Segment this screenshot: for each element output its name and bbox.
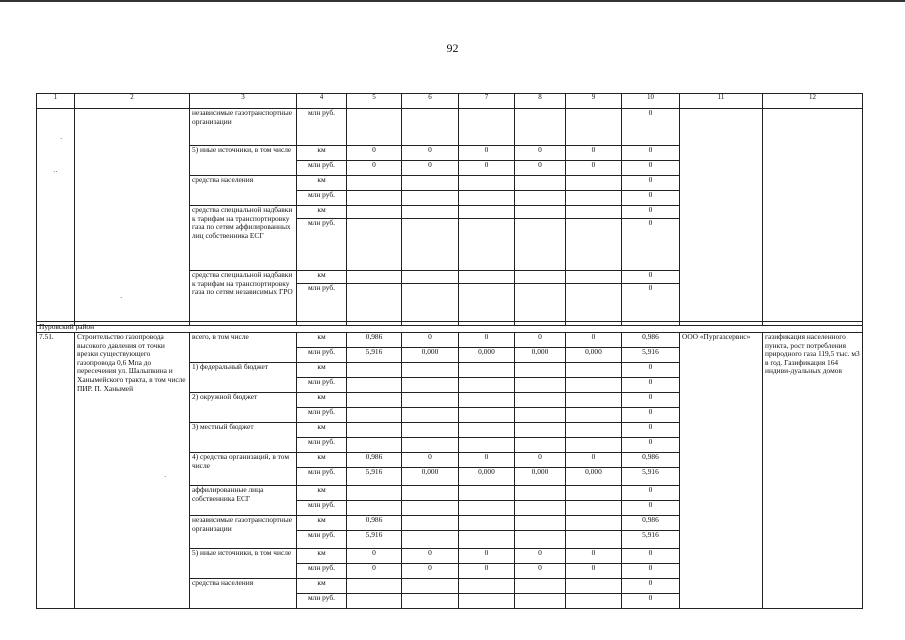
value-cell: 0 <box>459 549 515 564</box>
empty-cell <box>402 109 459 146</box>
value-cell: 0,986 <box>347 516 402 531</box>
empty-cell <box>515 219 566 271</box>
empty-cell <box>515 271 566 284</box>
empty-cell <box>402 408 459 423</box>
empty-cell <box>459 176 515 191</box>
value-cell: 0,000 <box>566 468 622 486</box>
investment-table-lower <box>36 321 863 609</box>
source-label: независимые газотранспортные организации <box>190 109 297 146</box>
value-cell: 0,000 <box>515 468 566 486</box>
empty-cell <box>515 594 566 609</box>
value-cell: 0 <box>566 549 622 564</box>
value-cell: 5,916 <box>347 348 402 363</box>
empty-cell <box>402 191 459 206</box>
unit-cell: км <box>297 393 347 408</box>
source-label: 5) иные источники, в том числе <box>190 146 297 176</box>
col-header: 1 <box>37 94 75 109</box>
unit-cell: км <box>297 146 347 161</box>
unit-cell: км <box>297 176 347 191</box>
value-cell: 0 <box>622 161 680 176</box>
empty-cell <box>566 284 622 326</box>
col-header: 8 <box>515 94 566 109</box>
empty-cell <box>515 516 566 531</box>
col-header: 2 <box>75 94 190 109</box>
value-cell: 0 <box>622 363 680 378</box>
value-cell: 5,916 <box>622 531 680 549</box>
empty-cell <box>566 486 622 501</box>
empty-cell <box>566 206 622 219</box>
value-cell: 0 <box>622 501 680 516</box>
source-label: 3) местный бюджет <box>190 423 297 453</box>
source-label: средства специальной надбавки к тарифам на транспортировку газа по сетям независимых ГРО <box>190 271 297 326</box>
executor: ООО «Пургазсервис» <box>680 333 763 609</box>
value-cell: 0 <box>622 579 680 594</box>
source-label: независимые газотранспортные организации <box>190 516 297 549</box>
source-label: средства населения <box>190 176 297 206</box>
col-header: 6 <box>402 94 459 109</box>
empty-cell <box>347 191 402 206</box>
source-label: всего, в том числе <box>190 333 297 363</box>
empty-cell <box>459 191 515 206</box>
empty-cell <box>402 486 459 501</box>
empty-cell <box>566 219 622 271</box>
value-cell: 0 <box>622 109 680 146</box>
empty-cell <box>566 516 622 531</box>
empty-cell <box>347 206 402 219</box>
unit-cell: км <box>297 486 347 501</box>
empty-cell <box>566 438 622 453</box>
empty-cell <box>347 176 402 191</box>
unit-cell: км <box>297 579 347 594</box>
empty-cell <box>347 423 402 438</box>
unit-cell: км <box>297 549 347 564</box>
empty-cell <box>75 109 190 326</box>
empty-cell <box>402 393 459 408</box>
empty-cell <box>402 176 459 191</box>
investment-table <box>36 93 863 326</box>
empty-cell <box>402 219 459 271</box>
empty-cell <box>459 271 515 284</box>
value-cell: 0 <box>622 284 680 326</box>
value-cell: 0 <box>622 564 680 579</box>
value-cell: 0,986 <box>622 453 680 468</box>
empty-cell <box>402 579 459 594</box>
value-cell: 0 <box>515 333 566 348</box>
value-cell: 0,000 <box>459 348 515 363</box>
unit-cell: млн руб. <box>297 378 347 393</box>
empty-cell <box>515 284 566 326</box>
empty-cell <box>515 438 566 453</box>
source-label: 2) окружной бюджет <box>190 393 297 423</box>
value-cell: 0,000 <box>566 348 622 363</box>
empty-cell <box>459 363 515 378</box>
value-cell: 0 <box>622 206 680 219</box>
value-cell: 0,000 <box>402 348 459 363</box>
col-header: 11 <box>680 94 763 109</box>
unit-cell: км <box>297 363 347 378</box>
empty-cell <box>566 501 622 516</box>
unit-cell: млн руб. <box>297 219 347 271</box>
empty-cell <box>347 501 402 516</box>
source-label: средства населения <box>190 579 297 609</box>
empty-cell <box>515 191 566 206</box>
empty-cell <box>566 393 622 408</box>
empty-cell <box>347 486 402 501</box>
empty-cell <box>459 516 515 531</box>
value-cell: 0 <box>459 161 515 176</box>
expected-effect: газификация населенного пункта, рост потребления природного газа 119,5 тыс. м3 в год. Газификация 164 индиви-дуальных домов <box>763 333 863 609</box>
unit-cell: км <box>297 206 347 219</box>
empty-cell <box>515 423 566 438</box>
value-cell: 0 <box>566 333 622 348</box>
value-cell: 0 <box>622 378 680 393</box>
project-name: Строительство газопровода высокого давления от точки врезки существующего газопровода 0,6 Мпа до пересечения ул. Шалыпкина и Ханымейского тракта, в том числе ПИР. П. Ханымей <box>75 333 190 609</box>
unit-cell: млн руб. <box>297 408 347 423</box>
col-header: 12 <box>763 94 863 109</box>
value-cell: 0,986 <box>347 453 402 468</box>
source-label: 4) средства организаций, в том числе <box>190 453 297 486</box>
empty-cell <box>459 501 515 516</box>
empty-cell <box>515 486 566 501</box>
empty-cell <box>515 408 566 423</box>
value-cell: 0 <box>566 564 622 579</box>
empty-cell <box>566 594 622 609</box>
source-label: 1) федеральный бюджет <box>190 363 297 393</box>
empty-cell <box>566 408 622 423</box>
empty-cell <box>459 206 515 219</box>
value-cell: 0 <box>515 161 566 176</box>
empty-cell <box>515 378 566 393</box>
value-cell: 0 <box>566 146 622 161</box>
unit-cell: млн руб. <box>297 564 347 579</box>
value-cell: 0 <box>622 549 680 564</box>
unit-cell: млн руб. <box>297 468 347 486</box>
value-cell: 0 <box>459 453 515 468</box>
empty-cell <box>347 363 402 378</box>
page-number: 92 <box>446 41 459 55</box>
unit-cell: млн руб. <box>297 438 347 453</box>
value-cell: 0,000 <box>402 468 459 486</box>
scan-dot: ·· <box>53 168 58 176</box>
empty-cell <box>347 378 402 393</box>
empty-cell <box>566 109 622 146</box>
value-cell: 0 <box>459 564 515 579</box>
empty-cell <box>459 438 515 453</box>
value-cell: 0,986 <box>622 516 680 531</box>
unit-cell: млн руб. <box>297 191 347 206</box>
empty-cell <box>566 531 622 549</box>
empty-cell <box>402 363 459 378</box>
value-cell: 0 <box>566 453 622 468</box>
empty-cell <box>459 423 515 438</box>
empty-cell <box>402 501 459 516</box>
column-number-row <box>37 94 863 109</box>
empty-cell <box>459 531 515 549</box>
unit-cell: км <box>297 516 347 531</box>
empty-cell <box>459 486 515 501</box>
value-cell: 5,916 <box>347 531 402 549</box>
empty-cell <box>347 109 402 146</box>
value-cell: 0 <box>622 271 680 284</box>
top-border-line <box>0 0 905 2</box>
unit-cell: км <box>297 453 347 468</box>
empty-cell <box>680 109 763 326</box>
unit-cell: км <box>297 333 347 348</box>
col-header: 3 <box>190 94 297 109</box>
value-cell: 0 <box>402 549 459 564</box>
value-cell: 0,986 <box>622 333 680 348</box>
value-cell: 0 <box>402 161 459 176</box>
value-cell: 0,000 <box>459 468 515 486</box>
value-cell: 0 <box>622 219 680 271</box>
value-cell: 0 <box>515 146 566 161</box>
value-cell: 0,000 <box>515 348 566 363</box>
empty-cell <box>347 594 402 609</box>
value-cell: 0 <box>515 564 566 579</box>
empty-cell <box>347 408 402 423</box>
scan-dot: · <box>164 473 167 481</box>
value-cell: 5,916 <box>622 348 680 363</box>
value-cell: 5,916 <box>622 468 680 486</box>
table-row <box>37 109 863 146</box>
value-cell: 0 <box>459 146 515 161</box>
empty-cell <box>459 219 515 271</box>
col-header: 10 <box>622 94 680 109</box>
empty-cell <box>347 219 402 271</box>
table-row <box>37 333 863 348</box>
empty-cell <box>459 393 515 408</box>
empty-cell <box>402 516 459 531</box>
value-cell: 0 <box>347 161 402 176</box>
empty-cell <box>459 594 515 609</box>
empty-cell <box>459 579 515 594</box>
unit-cell: млн руб. <box>297 284 347 326</box>
region-title: Пуровский район <box>37 322 863 333</box>
empty-cell <box>515 531 566 549</box>
empty-cell <box>515 176 566 191</box>
value-cell: 0 <box>459 333 515 348</box>
source-label: аффилированные лица собственника ЕСГ <box>190 486 297 516</box>
value-cell: 0 <box>402 453 459 468</box>
value-cell: 0 <box>566 161 622 176</box>
col-header: 5 <box>347 94 402 109</box>
empty-cell <box>566 176 622 191</box>
value-cell: 0 <box>402 146 459 161</box>
value-cell: 0 <box>622 423 680 438</box>
empty-cell <box>347 393 402 408</box>
value-cell: 0 <box>515 549 566 564</box>
value-cell: 0 <box>347 564 402 579</box>
value-cell: 0 <box>347 549 402 564</box>
empty-cell <box>37 109 75 326</box>
empty-cell <box>515 363 566 378</box>
value-cell: 5,916 <box>347 468 402 486</box>
empty-cell <box>515 579 566 594</box>
empty-cell <box>347 271 402 284</box>
empty-cell <box>459 109 515 146</box>
value-cell: 0 <box>622 191 680 206</box>
empty-cell <box>459 408 515 423</box>
source-label: средства специальной надбавки к тарифам на транспортировку газа по сетям аффилированных лиц собственника ЕСГ <box>190 206 297 271</box>
empty-cell <box>402 594 459 609</box>
empty-cell <box>566 363 622 378</box>
empty-cell <box>347 438 402 453</box>
unit-cell: км <box>297 271 347 284</box>
col-header: 4 <box>297 94 347 109</box>
region-row <box>37 322 863 333</box>
empty-cell <box>402 284 459 326</box>
empty-cell <box>459 378 515 393</box>
empty-cell <box>402 378 459 393</box>
value-cell: 0 <box>622 146 680 161</box>
value-cell: 0 <box>622 393 680 408</box>
unit-cell: млн руб. <box>297 531 347 549</box>
empty-cell <box>347 579 402 594</box>
empty-cell <box>566 579 622 594</box>
col-header: 7 <box>459 94 515 109</box>
empty-cell <box>459 284 515 326</box>
col-header: 9 <box>566 94 622 109</box>
value-cell: 0 <box>622 408 680 423</box>
empty-cell <box>515 501 566 516</box>
empty-cell <box>402 206 459 219</box>
value-cell: 0 <box>347 146 402 161</box>
empty-cell <box>566 271 622 284</box>
value-cell: 0 <box>622 176 680 191</box>
empty-cell <box>402 271 459 284</box>
empty-cell <box>515 109 566 146</box>
value-cell: 0,986 <box>347 333 402 348</box>
value-cell: 0 <box>402 333 459 348</box>
source-label: 5) иные источники, в том числе <box>190 549 297 579</box>
unit-cell: млн руб. <box>297 501 347 516</box>
empty-cell <box>566 378 622 393</box>
value-cell: 0 <box>622 486 680 501</box>
value-cell: 0 <box>515 453 566 468</box>
value-cell: 0 <box>402 564 459 579</box>
scan-dot: · <box>60 135 63 143</box>
value-cell: 0 <box>622 594 680 609</box>
unit-cell: млн руб. <box>297 161 347 176</box>
empty-cell <box>402 531 459 549</box>
empty-cell <box>402 438 459 453</box>
empty-cell <box>347 284 402 326</box>
unit-cell: млн руб. <box>297 109 347 146</box>
empty-cell <box>515 206 566 219</box>
value-cell: 0 <box>622 438 680 453</box>
scan-dot: · <box>120 294 123 302</box>
unit-cell: млн руб. <box>297 594 347 609</box>
empty-cell <box>515 393 566 408</box>
empty-cell <box>566 191 622 206</box>
empty-cell <box>566 423 622 438</box>
unit-cell: км <box>297 423 347 438</box>
empty-cell <box>763 109 863 326</box>
empty-cell <box>402 423 459 438</box>
item-number: 7.51. <box>37 333 75 609</box>
unit-cell: млн руб. <box>297 348 347 363</box>
